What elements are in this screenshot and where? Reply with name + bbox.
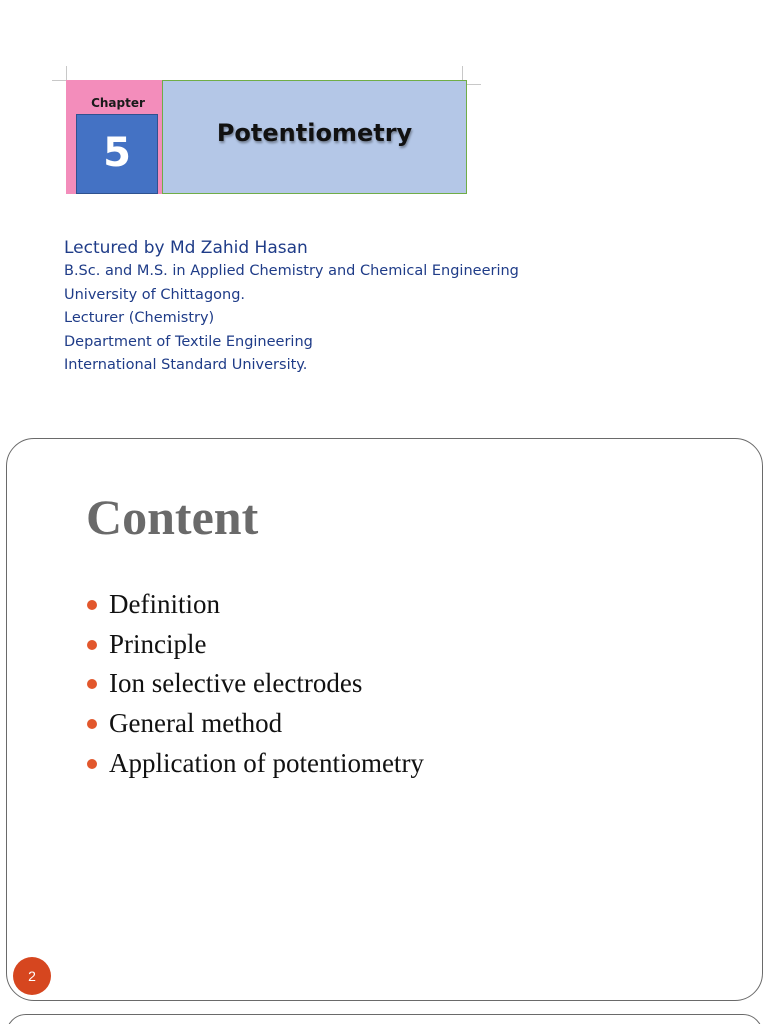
lecturer-university: University of Chittagong. — [64, 286, 246, 303]
chapter-number-box — [76, 114, 158, 194]
bullet-dot-icon — [87, 719, 97, 729]
page-number-badge: 2 — [13, 957, 51, 995]
list-item — [87, 625, 424, 665]
lecturer-info — [64, 236, 519, 378]
title-slide — [0, 0, 768, 430]
lecturer-degree: B.Sc. and M.S. in Applied Chemistry and Chemical Engineering — [64, 263, 519, 279]
crop-mark — [467, 84, 481, 85]
lecturer-position: Lecturer (Chemistry) — [64, 310, 215, 326]
list-item — [87, 585, 424, 625]
list-item — [87, 664, 424, 704]
bullet-dot-icon — [87, 640, 97, 650]
list-item — [87, 704, 424, 744]
crop-mark — [66, 66, 67, 80]
list-item-label: Principle — [109, 628, 207, 659]
content-slide — [6, 438, 763, 1001]
list-item-label: General method — [109, 708, 283, 739]
slide-heading: Content — [86, 489, 259, 545]
crop-mark — [462, 66, 463, 80]
lecturer-name: Lectured by Md Zahid Hasan — [64, 238, 308, 258]
chapter-title: Potentiometry — [216, 119, 413, 147]
content-list — [87, 585, 424, 784]
list-item-label: Application of potentiometry — [109, 747, 424, 778]
crop-mark — [52, 80, 66, 81]
list-item — [87, 744, 424, 784]
list-item-label: Ion selective electrodes — [109, 668, 363, 699]
chapter-number: 5 — [103, 130, 131, 176]
next-slide-edge — [6, 1014, 763, 1024]
lecturer-department: Department of Textile Engineering — [64, 333, 313, 350]
chapter-label: Chapter — [91, 96, 145, 110]
bullet-dot-icon — [87, 759, 97, 769]
bullet-dot-icon — [87, 679, 97, 689]
lecturer-institution: International Standard University. — [64, 357, 308, 373]
chapter-title-box — [162, 80, 467, 194]
list-item-label: Definition — [109, 589, 220, 619]
bullet-dot-icon — [87, 600, 97, 610]
